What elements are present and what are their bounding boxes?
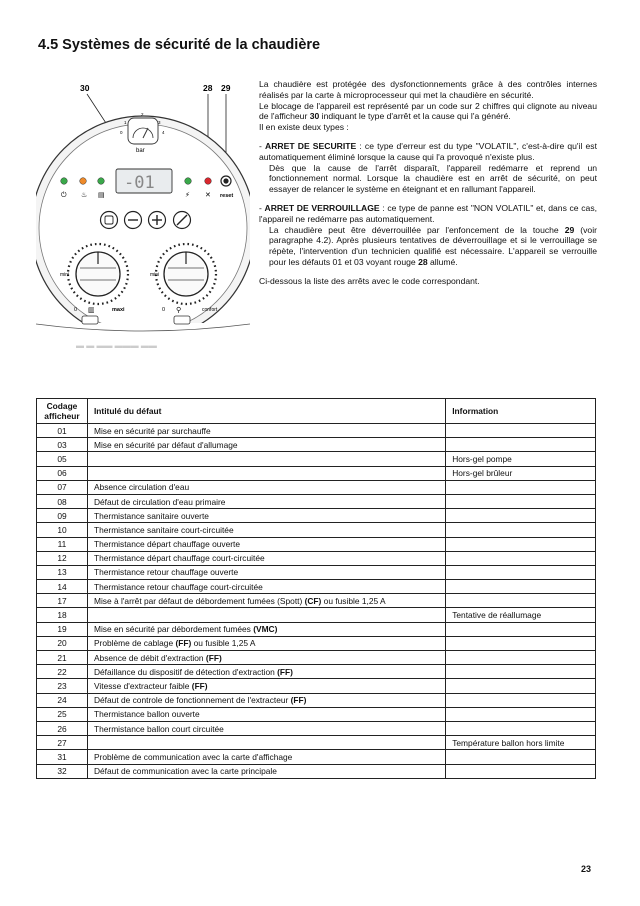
fault-description-cell: Défaut de controle de fonctionnement de l'extracteur (FF) [87,693,445,707]
table-row [37,636,596,650]
fault-information-cell [446,424,596,438]
type-security-lead: ARRET DE SECURITE [265,140,357,151]
svg-text:bar: bar [136,148,145,154]
fault-description-cell: Thermistance ballon ouverte [87,707,445,721]
intro-paragraph-2: Le blocage de l'appareil est représenté par un code sur 2 chiffres qui clignote au niveau de l'afficheur 30 indiquant le type d'arrêt et la cause qui l'a généré. [259,100,597,122]
table-row [37,679,596,693]
svg-text:0: 0 [74,307,78,313]
fault-description-cell: Vitesse d'extracteur faible (FF) [87,679,445,693]
fault-information-cell [446,580,596,594]
fault-information-cell [446,523,596,537]
svg-text:⏻: ⏻ [61,191,67,199]
pressure-gauge [128,118,158,144]
table-row [37,452,596,466]
closing-text: Ci-dessous la liste des arrêts avec le code correspondant. [259,275,480,286]
fault-information-cell [446,651,596,665]
intro-paragraph-1: La chaudière est protégée des dysfonctionnements grâce à des contrôles internes réalisés par la carte à microprocesseur qui met la chaudière en sécurité. [259,79,597,100]
table-row [37,707,596,721]
fault-information-cell [446,679,596,693]
fault-code-cell: 01 [37,424,88,438]
table-row [37,608,596,622]
fault-code-cell: 22 [37,665,88,679]
fault-code-cell: 26 [37,721,88,735]
fault-information-cell [446,764,596,778]
fault-information-cell [446,750,596,764]
table-row [37,480,596,494]
fault-information-cell [446,622,596,636]
table-row [37,693,596,707]
fault-code-cell: 17 [37,594,88,608]
type-security-text: : ce type d'erreur est du type "VOLATIL", c'est-à-dire qu'il est automatiquement éliminé lorsque la cause qui l'a provoqué n'existe plus. [259,140,597,162]
fault-description-cell: Mise en sécurité par défaut d'allumage [87,438,445,452]
fault-description-cell: Mise à l'arrêt par défaut de débordement fumées (Spott) (CF) ou fusible 1,25 A [87,594,445,608]
fault-information-cell [446,565,596,579]
fault-description-cell: Problème de cablage (FF) ou fusible 1,25 A [87,636,445,650]
led-red-28 [205,178,212,185]
callout-30: 30 [80,83,90,93]
table-row [37,551,596,565]
svg-text:mini: mini [150,272,160,278]
fault-description-cell: Défaillance du dispositif de détection d'extraction (FF) [87,665,445,679]
svg-text:maxi: maxi [112,307,125,313]
table-row [37,523,596,537]
fault-description-cell: Thermistance ballon court circuitée [87,721,445,735]
fault-description-cell [87,452,445,466]
fault-code-cell: 23 [37,679,88,693]
fault-information-cell [446,594,596,608]
fault-information-cell [446,494,596,508]
svg-text:mini: mini [60,272,70,278]
table-row [37,736,596,750]
fault-description-cell: Thermistance départ chauffage ouverte [87,537,445,551]
table-row [37,424,596,438]
led-green-right [185,178,192,185]
fault-code-cell: 13 [37,565,88,579]
fault-description-cell: Défaut de communication avec la carte principale [87,764,445,778]
fault-description-cell [87,466,445,480]
intro-paragraph-3: Il en existe deux types : [259,122,349,133]
fault-code-cell: 09 [37,509,88,523]
header-information: Information [446,399,596,424]
table-row [37,721,596,735]
info-button [101,212,118,229]
table-row [37,750,596,764]
type-lockout-stop: - ARRET DE VERROUILLAGE : ce type de panne est "NON VOLATIL" et, dans ce cas, l'appareil ne redémarre pas automatiquement. [259,202,598,224]
fault-information-cell: Température ballon hors limite [446,736,596,750]
fault-code-cell: 24 [37,693,88,707]
fault-information-cell [446,665,596,679]
fault-information-cell: Hors-gel brûleur [446,466,596,480]
fault-code-cell: 07 [37,480,88,494]
svg-text:0: 0 [162,307,166,313]
table-row [37,494,596,508]
table-row [37,764,596,778]
led-green-left [61,178,68,185]
fault-information-cell [446,537,596,551]
fault-description-cell: Mise en sécurité par débordement fumées (VMC) [87,622,445,636]
svg-text:▥: ▥ [88,306,95,314]
fault-code-cell: 03 [37,438,88,452]
type-security-extra: Dès que la cause de l'arrêt disparaît, l'appareil redémarre et reprend un fonctionnement normal. Lorsque la chaudière est en arrêt de sécurité, on peut essayer de relancer le système en éteignant et en rallumant l'appareil. [269,162,597,195]
svg-text:✕: ✕ [205,191,211,199]
table-row [37,665,596,679]
fault-description-cell: Défaut de circulation d'eau primaire [87,494,445,508]
fault-code-cell: 21 [37,651,88,665]
fault-information-cell [446,636,596,650]
svg-text:-01: -01 [124,173,155,193]
fault-codes-table [36,398,596,779]
fault-information-cell [446,509,596,523]
type-lockout-text: : ce type de panne est "NON VOLATIL" et, dans ce cas, l'appareil ne redémarre pas automatiquement. [259,202,598,224]
led-orange-left [80,178,87,185]
led-green-left-2 [98,178,105,185]
section-title: 4.5 Systèmes de sécurité de la chaudière [38,37,321,53]
svg-text:♨: ♨ [81,191,88,199]
fault-description-cell: Mise en sécurité par surchauffe [87,424,445,438]
fault-information-cell [446,721,596,735]
table-row [37,509,596,523]
explanation-text [259,79,597,287]
svg-text:confort: confort [202,307,218,313]
svg-text:⚲: ⚲ [176,306,182,314]
boiler-control-panel-diagram [36,78,250,348]
svg-text:3: 3 [158,120,161,125]
fault-information-cell [446,438,596,452]
table-row [37,438,596,452]
table-row [37,580,596,594]
fault-information-cell [446,693,596,707]
header-code: Codage afficheur [37,399,88,424]
fault-description-cell: Absence circulation d'eau [87,480,445,494]
type-lockout-extra: La chaudière peut être déverrouillée par l'enfoncement de la touche 29 (voir paragraphe 4.2). Après plusieurs tentatives de déverrouillage et si le verrouillage se répète, l'intervention d'un technicien qualifié est nécessaire. L'appareil se verrouille pour les défauts 01 et 03 voyant rouge 28 allumé. [269,224,597,267]
svg-text:⚡: ⚡ [185,191,190,199]
table-row [37,565,596,579]
page-number: 23 [581,864,592,874]
table-row [37,537,596,551]
fault-description-cell: Thermistance retour chauffage ouverte [87,565,445,579]
fault-code-cell: 31 [37,750,88,764]
fault-information-cell [446,707,596,721]
fault-description-cell: Thermistance sanitaire court-circuitée [87,523,445,537]
svg-text:0: 0 [120,130,123,135]
svg-text:▤: ▤ [98,191,105,199]
type-security-stop: - ARRET DE SECURITE : ce type d'erreur est du type "VOLATIL", c'est-à-dire qu'il est automatiquement éliminé lorsque la cause qui l'a provoqué n'existe plus. [259,140,597,162]
svg-text:2: 2 [141,112,144,117]
type-lockout-lead: ARRET DE VERROUILLAGE [264,202,380,213]
callout-29: 29 [221,83,231,93]
table-row [37,594,596,608]
fault-code-cell: 05 [37,452,88,466]
fault-code-cell: 08 [37,494,88,508]
fault-information-cell [446,480,596,494]
callout-28: 28 [203,83,213,93]
fault-information-cell: Tentative de réallumage [446,608,596,622]
svg-text:1: 1 [124,120,127,125]
fault-code-cell: 06 [37,466,88,480]
fault-information-cell: Hors-gel pompe [446,452,596,466]
fault-description-cell [87,736,445,750]
table-row [37,622,596,636]
fault-code-cell: 32 [37,764,88,778]
fault-code-cell: 12 [37,551,88,565]
fault-description-cell [87,608,445,622]
fault-code-cell: 11 [37,537,88,551]
fault-code-cell: 27 [37,736,88,750]
table-header-row [37,399,596,424]
table-row [37,651,596,665]
fault-description-cell: Absence de débit d'extraction (FF) [87,651,445,665]
fault-description-cell: Thermistance sanitaire ouverte [87,509,445,523]
fault-code-cell: 10 [37,523,88,537]
table-row [37,466,596,480]
header-fault: Intitulé du défaut [87,399,445,424]
fault-code-cell: 18 [37,608,88,622]
fault-code-cell: 25 [37,707,88,721]
fault-description-cell: Thermistance départ chauffage court-circuitée [87,551,445,565]
fault-code-cell: 14 [37,580,88,594]
fault-code-cell: 19 [37,622,88,636]
fault-description-cell: Thermistance retour chauffage court-circuitée [87,580,445,594]
svg-text:4: 4 [162,130,165,135]
svg-text:reset: reset [220,193,234,199]
svg-text:▬ ▬ ▬▬ ▬▬▬ ▬▬: ▬ ▬ ▬▬ ▬▬▬ ▬▬ [76,341,157,348]
fault-description-cell: Problème de communication avec la carte d'affichage [87,750,445,764]
fault-information-cell [446,551,596,565]
fault-code-cell: 20 [37,636,88,650]
